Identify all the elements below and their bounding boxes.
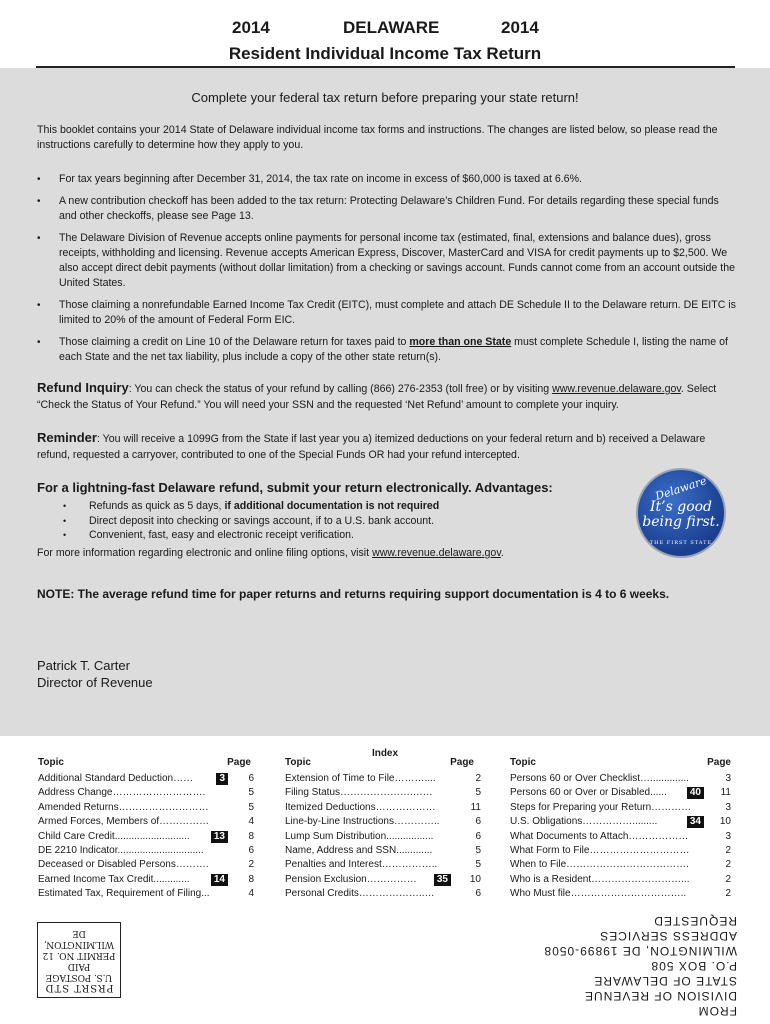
index-column-3 — [510, 757, 731, 903]
index-entry — [285, 874, 481, 888]
address-line: STATE OF DELAWARE — [593, 974, 737, 988]
topic-header: Topic — [38, 757, 64, 768]
address-line: P.O. BOX 508 — [650, 959, 737, 973]
refund-time-note: NOTE: The average refund time for paper returns and returns requiring support documentation is 4 to 6 weeks. — [37, 587, 670, 601]
index-entry — [285, 816, 481, 830]
index-topic: Amended Returns……………………… — [38, 801, 209, 813]
header-title-row — [0, 18, 770, 44]
index-entry — [510, 787, 731, 801]
index-entry — [510, 874, 731, 888]
header-subtitle: Resident Individual Income Tax Return — [228, 44, 542, 63]
index-entry — [285, 787, 481, 801]
index-topic: Penalties and Interest…………….. — [285, 859, 438, 871]
advantage-item: • Direct deposit into checking or savings account, if to a U.S. bank account. — [63, 514, 583, 529]
line-number-box: 3 — [216, 773, 228, 785]
index-topic: Child Care Credit........................... — [38, 830, 190, 842]
topic-header: Topic — [285, 757, 311, 768]
index-page: 8 — [248, 873, 254, 885]
address-line: ADDRESS SERVICES REQUESTED — [599, 914, 737, 943]
topic-header: Topic — [510, 757, 536, 768]
index-column-1 — [38, 757, 254, 903]
index-topic: Pension Exclusion…………… — [285, 873, 417, 885]
efile-heading: For a lightning-fast Delaware refund, submit your return electronically. Advantages: — [37, 480, 553, 495]
index-page: 5 — [475, 844, 481, 856]
index-entry — [38, 859, 254, 873]
index-page: 5 — [248, 787, 254, 799]
index-entry — [285, 859, 481, 873]
index-entry — [38, 888, 254, 902]
index-entry — [510, 831, 731, 845]
index-page: 4 — [248, 888, 254, 900]
index-topic: Who is a Resident………………………... — [510, 873, 690, 885]
index-entry — [510, 888, 731, 902]
postage-line: PERMIT NO. 12 — [42, 950, 116, 960]
refund-inquiry — [37, 380, 737, 413]
efile-more-info — [37, 547, 504, 559]
index-header — [510, 757, 731, 773]
index-page: 8 — [248, 830, 254, 842]
line-number-box: 14 — [211, 874, 228, 886]
index-topic: Line-by-Line Instructions………….. — [285, 816, 440, 828]
index-title: Index — [371, 748, 399, 759]
index-page: 3 — [725, 773, 731, 784]
index-page: 2 — [725, 844, 731, 856]
index-page: 3 — [725, 830, 731, 842]
index-topic: Earned Income Tax Credit............. — [38, 873, 190, 885]
page-header: Page — [227, 757, 251, 768]
line-number-box: 13 — [211, 831, 228, 843]
index-topic: Persons 60 or Over Checklist….............. — [510, 773, 689, 784]
index-page: 10 — [719, 816, 731, 828]
change-item: • The Delaware Division of Revenue accepts online payments for personal income tax (estimated, final, extensions and balance dues), gross receipts, withholding and licensing. Revenue accepts American Express, Discover, MasterCard and VISA for credit payments up to $2,500. We also accept direct debit payments (without dollar limitation) from a checking or savings account. Funds cannot come from an account outside the United States. — [37, 231, 737, 291]
index-topic: Steps for Preparing your Return………… — [510, 801, 692, 813]
index-topic: Persons 60 or Over or Disabled...... — [510, 787, 667, 799]
reminder-label: Reminder — [37, 430, 97, 445]
advantage-item — [63, 499, 583, 514]
index-entry — [285, 831, 481, 845]
index-entry — [510, 845, 731, 859]
index-page: 11 — [720, 787, 731, 799]
index-page: 2 — [475, 773, 481, 784]
signature-block — [37, 657, 153, 691]
advantage-item: • Convenient, fast, easy and electronic receipt verification. — [63, 528, 583, 543]
page-header: Page — [450, 757, 474, 768]
postage-line: PAID — [67, 961, 91, 971]
index-topic: Additional Standard Deduction…… — [38, 773, 194, 784]
index-entry — [38, 816, 254, 830]
address-line: WILMINGTON, DE 19899-0508 — [543, 944, 737, 958]
header-state: DELAWARE — [343, 18, 440, 37]
index-column-2 — [285, 757, 481, 903]
change-item-text: must complete Schedule I, listing the name of each State and the net tax liability, plus include a copy of the other state return(s). — [59, 336, 728, 363]
index-page: 6 — [248, 773, 254, 784]
index-page: 6 — [475, 816, 481, 828]
index-topic: Address Change………………………. — [38, 787, 206, 799]
changes-list — [37, 172, 737, 372]
index-topic: Extension of Time to File……….... — [285, 773, 436, 784]
index-topic: Deceased or Disabled Persons………. — [38, 859, 209, 871]
efile-advantages — [63, 499, 583, 543]
efile-website-link[interactable]: www.revenue.delaware.gov — [372, 547, 501, 559]
more-info-text: For more information regarding electronic and online filing options, visit — [37, 547, 373, 559]
intro-heading: Complete your federal tax return before preparing your state return! — [191, 90, 579, 105]
header-year-right: 2014 — [501, 18, 539, 37]
director-title: Director of Revenue — [37, 675, 153, 690]
index-topic: Estimated Tax, Requirement of Filing... — [38, 888, 210, 900]
change-item: • Those claiming a nonrefundable Earned Income Tax Credit (EITC), must complete and attach DE Schedule II to the Delaware return. DE EITC is limited to 20% of the amount of Federal Form EIC. — [37, 298, 737, 328]
address-line: DIVISION OF REVENUE — [583, 989, 737, 1003]
revenue-website-link[interactable]: www.revenue.delaware.gov — [552, 383, 681, 395]
change-item — [37, 335, 737, 365]
index-entry — [510, 773, 731, 787]
index-topic: Filing Status………………….…… — [285, 787, 433, 799]
director-name: Patrick T. Carter — [37, 658, 130, 673]
postage-line: PRSRT STD — [44, 982, 114, 993]
index-entry — [38, 787, 254, 801]
index-page: 2 — [725, 873, 731, 885]
index-page: 5 — [475, 787, 481, 799]
return-address — [515, 913, 737, 1018]
index-entry — [38, 802, 254, 816]
index-page: 4 — [248, 816, 254, 828]
index-page: 2 — [725, 888, 731, 900]
badge-slogan: It’s good being first. — [642, 499, 720, 530]
index-entry — [285, 773, 481, 787]
instructions-panel — [0, 68, 770, 736]
index-page: 2 — [248, 859, 254, 871]
change-item: • For tax years beginning after December 31, 2014, the tax rate on income in excess of $60,000 is taxed at 6.6%. — [37, 172, 737, 187]
advantage-text: Refunds as quick as 5 days, — [89, 500, 225, 512]
advantage-bold: if additional documentation is not required — [224, 500, 440, 512]
index-topic: Itemized Deductions……………… — [285, 801, 436, 813]
index-entry — [38, 845, 254, 859]
index-topic: Who Must file…………………………….. — [510, 888, 687, 900]
index-page: 6 — [475, 888, 481, 900]
index-entry — [510, 859, 731, 873]
change-item-emphasis: more than one State — [409, 336, 512, 348]
header-year-left: 2014 — [232, 18, 270, 37]
intro-text: This booklet contains your 2014 State of Delaware individual income tax forms and instructions. The changes are listed below, so please read the instructions carefully to determine how they apply to you. — [37, 124, 718, 151]
index-page: 2 — [725, 859, 731, 871]
postage-indicia — [37, 922, 121, 998]
refund-inquiry-text: : You can check the status of your refund by calling (866) 276-2353 (toll free) or by visiting — [128, 383, 553, 395]
index-page: 11 — [470, 801, 481, 813]
index-page: 6 — [248, 844, 254, 856]
index-page: 5 — [248, 801, 254, 813]
index-entry — [285, 802, 481, 816]
change-item: • A new contribution checkoff has been added to the tax return: Protecting Delaware’s Children Fund. For details regarding these special funds and other checkoffs, please see Page 13. — [37, 194, 737, 224]
index-header — [285, 757, 481, 773]
address-line: FROM — [697, 1004, 737, 1018]
page-header: Page — [707, 757, 731, 768]
index-topic: Personal Credits………………..… — [285, 888, 435, 900]
index-entry — [285, 888, 481, 902]
index-page: 5 — [475, 859, 481, 871]
more-info-end: . — [500, 547, 504, 559]
index-topic: Lump Sum Distribution................. — [285, 830, 434, 842]
index-topic: When to File………………………………. — [510, 859, 689, 871]
index-topic: U.S. Obligations……………......... — [510, 816, 658, 828]
postage-line: U.S. POSTAGE — [45, 972, 113, 982]
index-page: 6 — [475, 830, 481, 842]
index-entry — [510, 802, 731, 816]
index-topic: What Documents to Attach……………… — [510, 830, 689, 842]
refund-inquiry-label: Refund Inquiry — [37, 380, 129, 395]
change-item-text: Those claiming a credit on Line 10 of the Delaware return for taxes paid to — [59, 336, 410, 348]
postage-line: WILMINGTON, DE — [43, 928, 115, 949]
index-page: 10 — [469, 873, 481, 885]
index-page: 3 — [725, 801, 731, 813]
index-entry — [38, 874, 254, 888]
index-topic: What Form to File………………………… — [510, 844, 690, 856]
refund-inquiry-text-2: . Select “Check the Status of Your Refund.” You will need your SSN and the requested ‘Net Refund’ amount to complete your inquiry. — [37, 383, 717, 411]
reminder — [37, 430, 737, 463]
line-number-box: 35 — [434, 874, 451, 886]
document-header — [0, 0, 770, 66]
reminder-text: : You will receive a 1099G from the State if last year you a) itemized deductions on your federal return and b) received a Delaware refund, requested a carryover, contributed to one of the Special Funds OR had your refund intercepted. — [37, 433, 706, 461]
index-entry — [510, 816, 731, 830]
index-topic: Armed Forces, Members of…………… — [38, 816, 210, 828]
line-number-box: 34 — [687, 816, 704, 828]
index-header — [38, 757, 254, 773]
index-entry — [38, 831, 254, 845]
index-topic: DE 2210 Indicator............................... — [38, 844, 204, 856]
delaware-first-badge — [636, 468, 726, 558]
line-number-box: 40 — [687, 787, 704, 799]
index-topic: Name, Address and SSN............. — [285, 844, 433, 856]
index-entry — [285, 845, 481, 859]
badge-motto: THE FIRST STATE — [649, 540, 713, 546]
index-entry — [38, 773, 254, 787]
badge-state: Delaware — [653, 474, 709, 503]
